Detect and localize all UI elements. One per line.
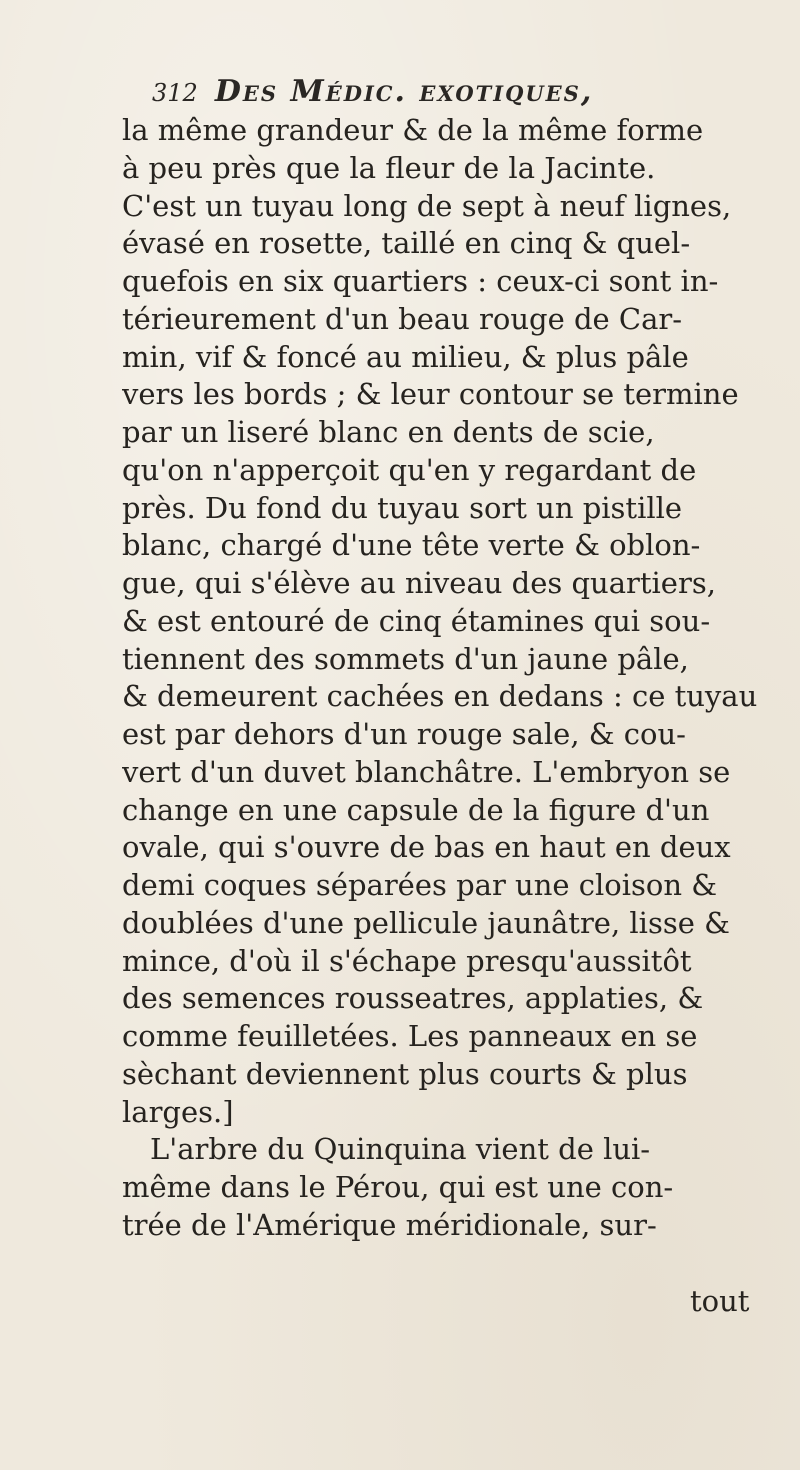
text-line: qu'on n'apperçoit qu'en y regardant de [122,452,697,487]
page-number: 312 [152,79,198,107]
text-line: mince, d'où il s'échape presqu'aussitôt [122,943,692,978]
text-line: C'est un tuyau long de sept à neuf lignes, [122,188,732,223]
text-line: des semences rousseatres, applaties, & [122,981,704,1016]
text-line: & demeurent cachées en dedans : ce tuyau [122,679,758,714]
body-text [122,112,792,1245]
text-line: blanc, chargé d'une tête verte & oblon- [122,528,701,563]
text-line: comme feuilletées. Les panneaux en se [122,1019,698,1053]
text-line: est par dehors d'un rouge sale, & cou- [122,717,686,751]
text-line-paragraph-start: L'arbre du Quinquina vient de lui- [150,1132,651,1167]
text-line: & est entouré de cinq étamines qui sou- [122,603,711,638]
text-line: vert d'un duvet blanchâtre. L'embryon se [122,754,731,789]
text-line: à peu près que la fleur de la Jacinte. [122,150,656,185]
text-line: la même grandeur & de la même forme [122,113,704,147]
text-line: sèchant deviennent plus courts & plus [122,1056,688,1091]
text-line: change en une capsule de la figure d'un [122,792,710,827]
text-line: térieurement d'un beau rouge de Car- [122,301,683,336]
text-line: tiennent des sommets d'un jaune pâle, [122,641,689,676]
text-line: vers les bords ; & leur contour se termine [122,377,739,412]
text-line: par un liseré blanc en dents de scie, [122,415,655,449]
running-title: Des Médic. exotiques, [214,74,594,109]
text-line: ovale, qui s'ouvre de bas en haut en deux [122,830,731,865]
text-line: doublées d'une pellicule jaunâtre, lisse & [122,905,730,940]
text-line: même dans le Pérou, qui est une con- [122,1170,674,1204]
text-line: trée de l'Amérique méridionale, sur- [122,1207,657,1242]
text-line: min, vif & foncé au milieu, & plus pâle [122,339,689,374]
text-line: demi coques séparées par une cloison & [122,868,718,902]
page-header [152,74,692,114]
text-line: près. Du fond du tuyau sort un pistille [122,490,683,525]
text-line: quefois en six quartiers : ceux-ci sont in- [122,264,719,298]
text-line: gue, qui s'élève au niveau des quartiers, [122,566,716,600]
text-line: larges.] [122,1094,234,1129]
catchword: tout [690,1284,750,1318]
text-line: évasé en rosette, taillé en cinq & quel- [122,226,691,261]
